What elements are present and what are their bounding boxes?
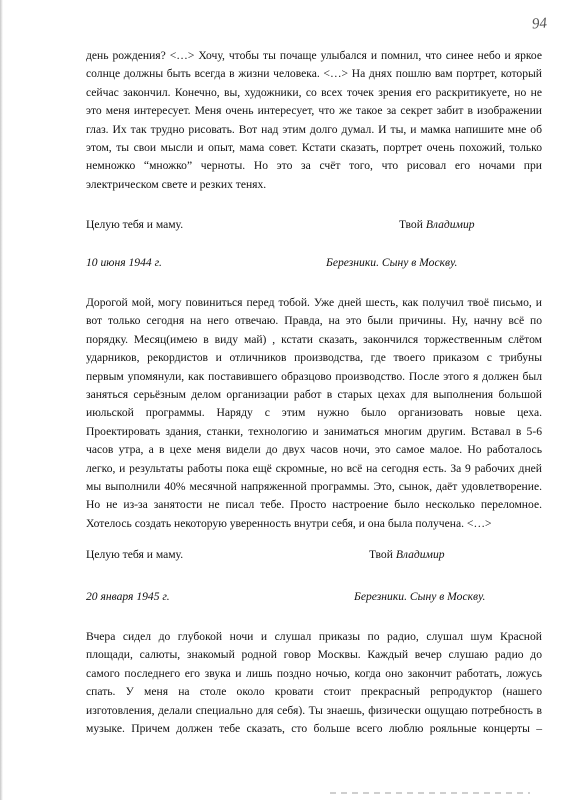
text-line: мы выполнили 40% месячной напряженной программы. Это, сынок, даёт удовлетворение. (86, 480, 542, 494)
text-line: вот только сегодня на него отвечаю. Правда, на это были причины. Ну, начну всё по (86, 314, 542, 328)
text-line: Но не из-за занятости не писал тебе. Просто настроение было несколько переломное. (86, 498, 542, 512)
text-line: часов утра, а в цехе меня видели до двух часов ночи, это самое малое. Но работалось (86, 443, 542, 457)
text-line: изготовления, делали специально для себя). Ты знаешь, физически ощущаю потребность в (86, 703, 542, 717)
text-line: самого последнего его звука и лишь поздно ночью, когда оно закончит работать, ложусь (86, 666, 542, 680)
letter-heading (86, 254, 542, 272)
page-number: 94 (531, 15, 548, 33)
text-line: музыке. Причем должен тебе сказать, сто больше всего люблю рояльные концерты – (86, 722, 542, 736)
text-line: этом, ты свои мысли и опыт, мама совет. Кстати сказать, портрет очень похожий, только (86, 141, 542, 155)
letter-body (86, 294, 542, 533)
letter-date: 10 июня 1944 г. (86, 256, 162, 269)
text-line: Дорогой мой, могу повиниться перед тобой. Уже дней шесть, как получил твоё письмо, и (86, 296, 542, 309)
text-line: Вчера сидел до глубокой ночи и слушал приказы по радио, слушал шум Красной (86, 630, 542, 643)
letter-place: Березники. Сыну в Москву. (326, 256, 458, 269)
text-line: первым упомянули, как поставившего образцово производство. После этого я должен был (86, 369, 542, 383)
text-line: сейчас закончил. Конечно, вы, художники, со всех точек зрения его раскритикуете, но не (86, 85, 542, 99)
text-line: июльской программы. Наряду с этим нужно было организовать новые цеха. (86, 406, 542, 420)
letter-signoff (86, 216, 542, 234)
text-line: это меня интересует. Меня очень интересует, что же такое за секрет забит в изображении (86, 104, 542, 118)
text-line: Проектировать здания, станки, технологию и заниматься многим другим. Вставал в 5-6 (86, 424, 542, 438)
closing-line: Целую тебя и маму. (86, 548, 184, 561)
letter-date: 20 января 1945 г. (86, 590, 170, 603)
signature-prefix: Твой (369, 548, 393, 561)
scan-edge-shadow (0, 0, 3, 800)
letter-signoff (86, 546, 542, 564)
text-line: Хотелось создать некоторую уверенность внутри себя, и она была получена. <…> (86, 516, 492, 530)
signature-name: Владимир (395, 548, 445, 561)
text-line: площади, салюты, знакомый родной говор Москвы. Каждый вечер слушаю радио до (86, 648, 542, 662)
letter-heading (86, 588, 542, 606)
text-line: глаз. Их так трудно рисовать. Вот над этим долго думал. И ты, и мамка напишите мне об (86, 122, 542, 136)
letter-place: Березники. Сыну в Москву. (354, 590, 486, 603)
signature (399, 216, 475, 234)
text-line: заняться серьёзным делом организации работ в старых цехах для выполнения большой (86, 388, 542, 402)
text-line: ударников, рекордистов и отличников производства, где твоего приказом с трибуны (86, 351, 542, 365)
closing-line: Целую тебя и маму. (86, 218, 184, 231)
text-line: солнце должны быть всегда в жизни человека. <…> На днях пошлю вам портрет, который (86, 67, 542, 81)
signature (369, 546, 445, 564)
text-line: порядку. Месяц(имею в виду май) , кстати сказать, закончился торжественным слётом (86, 332, 542, 346)
text-line: немножко “множко” черноты. Но это за счёт того, что рисовал его ночами при (86, 159, 542, 173)
text-line: легко, и результаты работы пока ещё скромные, но всё на сегодня есть. За 9 рабочих дней (86, 461, 542, 475)
scan-bottom-marks (330, 792, 530, 794)
letter-continuation-body (86, 47, 542, 194)
letter-body (86, 628, 542, 738)
text-line: день рождения? <…> Хочу, чтобы ты почаще улыбался и помнил, что синее небо и яркое (86, 49, 542, 62)
signature-name: Владимир (425, 218, 475, 231)
signature-prefix: Твой (399, 218, 423, 231)
text-line: электрическом свете и резких тенях. (86, 177, 267, 191)
text-line: спать. У меня на столе около кровати стоит прекрасный репродуктор (нашего (86, 685, 542, 699)
